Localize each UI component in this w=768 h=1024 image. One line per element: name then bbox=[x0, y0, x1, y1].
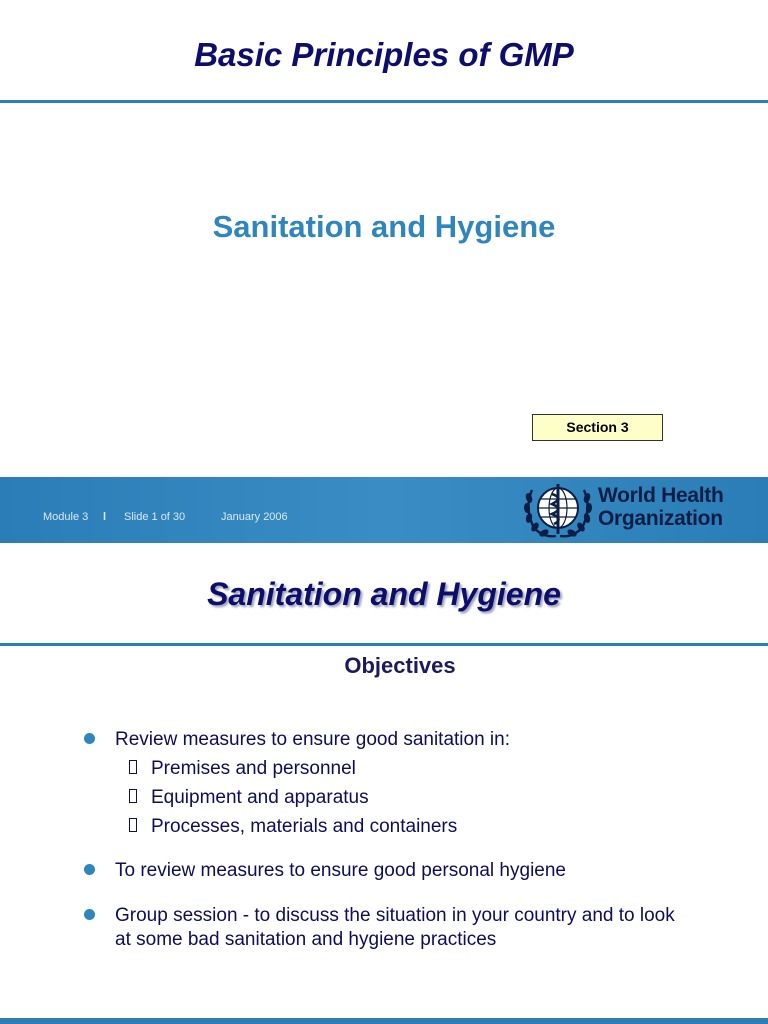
bottom-divider bbox=[0, 1018, 768, 1024]
who-logo-line1: World Health bbox=[598, 484, 724, 507]
title-divider-2 bbox=[0, 643, 768, 646]
slide2-title: Sanitation and Hygiene bbox=[207, 576, 561, 612]
objectives-heading: Objectives bbox=[344, 653, 456, 678]
slide1-subtitle: Sanitation and Hygiene bbox=[212, 209, 556, 244]
bullet-item-2: To review measures to ensure good personal hygiene bbox=[115, 860, 566, 881]
slide1-title: Basic Principles of GMP bbox=[194, 36, 574, 73]
sub-bullet-marker bbox=[129, 760, 137, 774]
sub-item-3: Processes, materials and containers bbox=[151, 816, 458, 837]
bullet-dot bbox=[84, 733, 95, 744]
bullet-dot bbox=[84, 909, 95, 920]
bullet-dot bbox=[84, 864, 95, 875]
footer-slide-number: Slide 1 of 30 bbox=[124, 511, 186, 523]
footer-separator: l bbox=[103, 511, 107, 523]
bullet-item-3-line1: Group session - to discuss the situation in your country and to look bbox=[115, 905, 675, 926]
sub-item-1: Premises and personnel bbox=[151, 758, 356, 779]
sub-bullet-marker bbox=[129, 789, 137, 803]
bullet-item-3-line2: at some bad sanitation and hygiene practices bbox=[115, 929, 497, 950]
who-logo-text bbox=[598, 484, 724, 530]
footer-module: Module 3 bbox=[43, 511, 89, 523]
sub-item-2: Equipment and apparatus bbox=[151, 787, 369, 808]
who-logo-line2: Organization bbox=[598, 507, 723, 530]
footer-date: January 2006 bbox=[221, 511, 288, 523]
sub-bullet-marker bbox=[129, 818, 137, 832]
title-divider bbox=[0, 100, 768, 103]
section-badge: Section 3 bbox=[532, 414, 663, 441]
who-emblem-icon bbox=[522, 478, 594, 540]
bullet-item-1: Review measures to ensure good sanitation in: bbox=[115, 729, 511, 750]
